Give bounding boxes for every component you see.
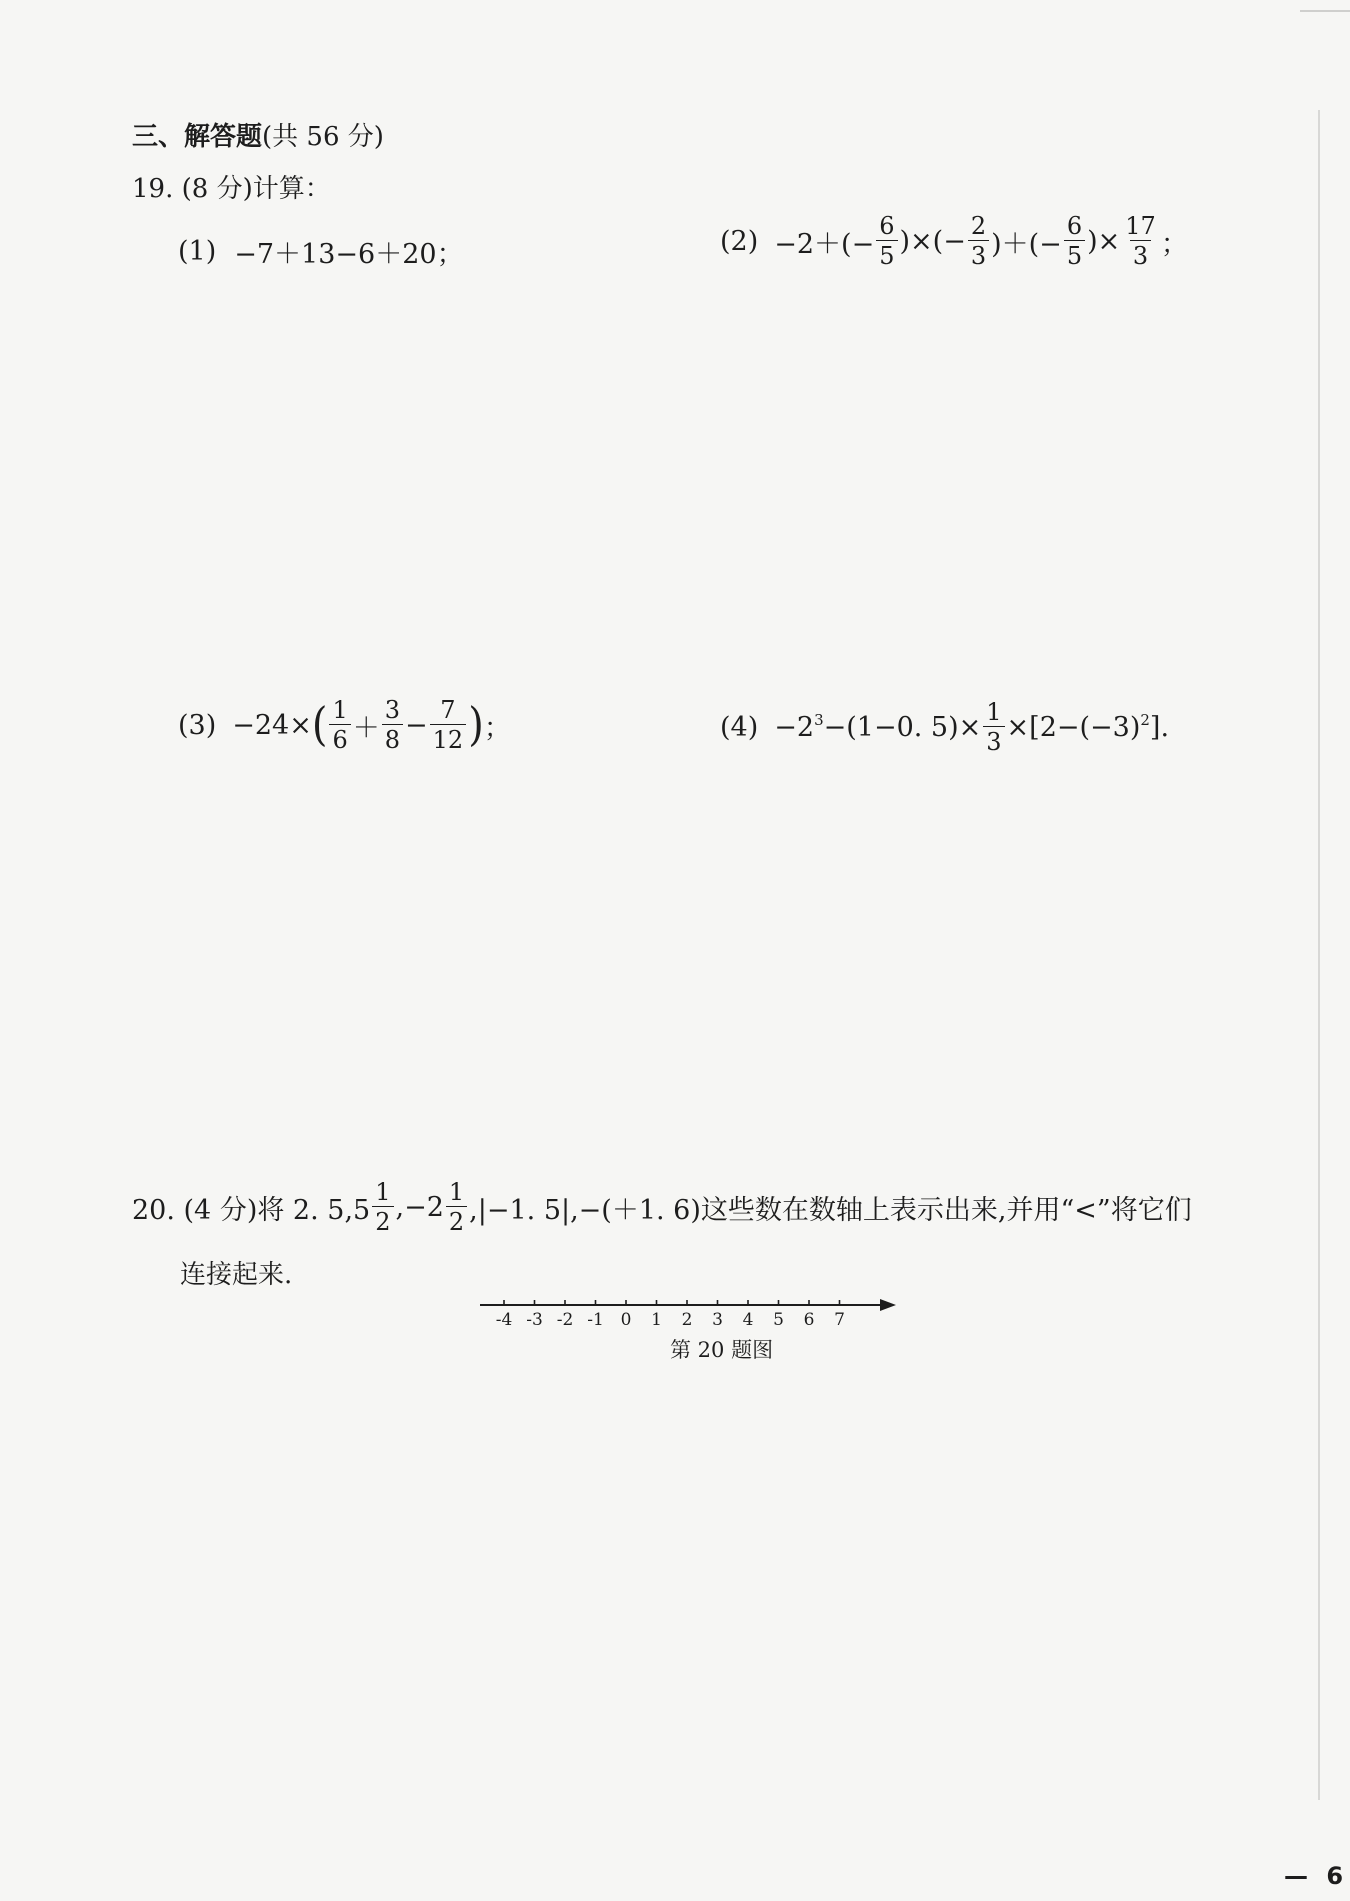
q19-part4-t2: −(1−0. 5)× [823, 711, 982, 743]
section-heading [132, 116, 384, 153]
q20-text-b: ,−2 [395, 1191, 444, 1223]
q20-line2: 连接起来. [180, 1260, 293, 1290]
figure-caption: 第 20 题图 [670, 1338, 774, 1362]
top-edge-rule [1300, 10, 1350, 12]
frac-denominator: 8 [382, 724, 403, 752]
frac-denominator: 2 [446, 1206, 467, 1234]
number-line-tick-label: 2 [681, 1310, 693, 1330]
right-paren: ) [468, 698, 484, 752]
q19-part3-op2: − [405, 709, 428, 741]
frac-denominator: 3 [1130, 240, 1151, 268]
q19-part4-exp2: 2 [1140, 711, 1150, 729]
q19-part2-t4: )× [1087, 225, 1121, 257]
q19-part3-label: (3) [178, 709, 217, 741]
q19-part3-frac1 [329, 698, 350, 752]
page-number [1284, 1862, 1343, 1890]
q19-part4-exp1: 3 [814, 711, 824, 729]
frac-denominator: 3 [983, 726, 1004, 754]
frac-denominator: 6 [329, 724, 350, 752]
q19-part2-t1: −2＋(− [774, 228, 875, 260]
page-number-value: 6 [1326, 1862, 1344, 1890]
frac-denominator: 3 [968, 240, 989, 268]
frac-denominator: 2 [372, 1206, 393, 1234]
number-line-tick-label: 4 [742, 1310, 754, 1330]
q19-part3-t2: ； [483, 712, 511, 744]
section-title: 三、解答题 [132, 122, 263, 152]
q19-part4 [720, 700, 1169, 754]
number-line-tick-label: -3 [526, 1310, 543, 1330]
number-line-tick-label: 7 [834, 1310, 845, 1330]
frac-numerator: 7 [440, 696, 456, 724]
q20-frac2 [446, 1180, 467, 1234]
q19-part2-frac2 [968, 214, 989, 268]
frac-numerator: 17 [1125, 212, 1156, 240]
number-line-tick-label: -4 [495, 1310, 513, 1330]
q20-text-c: ,|−1. 5|,−(＋1. 6)这些数在数轴上表示出来,并用“<”将它们 [469, 1194, 1192, 1226]
number-line-arrow [880, 1299, 896, 1311]
q19-part4-t1 [774, 711, 823, 743]
q19-part3 [178, 698, 511, 752]
q19-part3-frac3 [430, 698, 467, 752]
q19-part2-t5: ； [1160, 228, 1188, 260]
q20-stem [132, 1180, 1192, 1234]
number-line-tick-label: 0 [620, 1310, 632, 1330]
frac-numerator: 1 [332, 696, 348, 724]
number-line-tick-label: 5 [773, 1310, 784, 1330]
q19-part2-frac3 [1064, 214, 1085, 268]
frac-numerator: 1 [448, 1178, 465, 1206]
frac-numerator: 3 [384, 696, 401, 724]
number-line-tick-label: 1 [651, 1310, 662, 1330]
frac-denominator: 5 [876, 240, 897, 268]
q19-part2-label: (2) [720, 225, 759, 257]
q19-part2-frac1 [876, 214, 897, 268]
number-line-tick-label: 3 [712, 1310, 723, 1330]
page-dash: — [1284, 1862, 1308, 1890]
q19-stem: 19. (8 分)计算： [132, 174, 331, 204]
frac-numerator: 6 [879, 212, 895, 240]
q19-part4-frac [983, 700, 1004, 754]
frac-numerator: 6 [1066, 212, 1083, 240]
number-line-tick-label: -1 [587, 1310, 604, 1330]
q19-part4-label: (4) [720, 711, 759, 743]
q19-part4-t4: ]. [1149, 711, 1170, 743]
right-margin-rule [1318, 110, 1320, 1800]
frac-denominator: 5 [1064, 240, 1085, 268]
q19-part4-base: −2 [774, 712, 815, 743]
q19-part2-frac4 [1122, 214, 1159, 268]
number-line-tick-label: -2 [556, 1310, 574, 1330]
frac-denominator: 12 [430, 724, 467, 752]
q19-part1-expr: −7＋13−6＋20； [234, 239, 464, 270]
q19-part4-t3: ×[2−(−3) [1006, 712, 1141, 743]
q20-frac1 [372, 1180, 393, 1234]
q19-part1-label: (1) [178, 236, 217, 267]
frac-numerator: 2 [970, 212, 987, 240]
q19-part4-t3-wrap [1007, 711, 1150, 743]
q19-part2-t2: )×(− [899, 225, 966, 257]
q19-part3-op1: ＋ [352, 712, 380, 744]
number-line-tick-label: 6 [803, 1310, 815, 1330]
left-paren: ( [311, 698, 328, 752]
number-line [470, 1288, 900, 1338]
q20-text-a: 20. (4 分)将 2. 5,5 [132, 1194, 371, 1226]
frac-numerator: 1 [986, 698, 1002, 726]
q19-part1 [178, 232, 464, 271]
q19-part2-t3: )＋(− [991, 228, 1062, 260]
frac-numerator: 1 [375, 1178, 391, 1206]
q19-part3-t1: −24× [232, 709, 312, 741]
q19-part3-frac2 [382, 698, 403, 752]
q19-part2 [720, 214, 1188, 268]
section-score: (共 56 分) [262, 122, 384, 152]
